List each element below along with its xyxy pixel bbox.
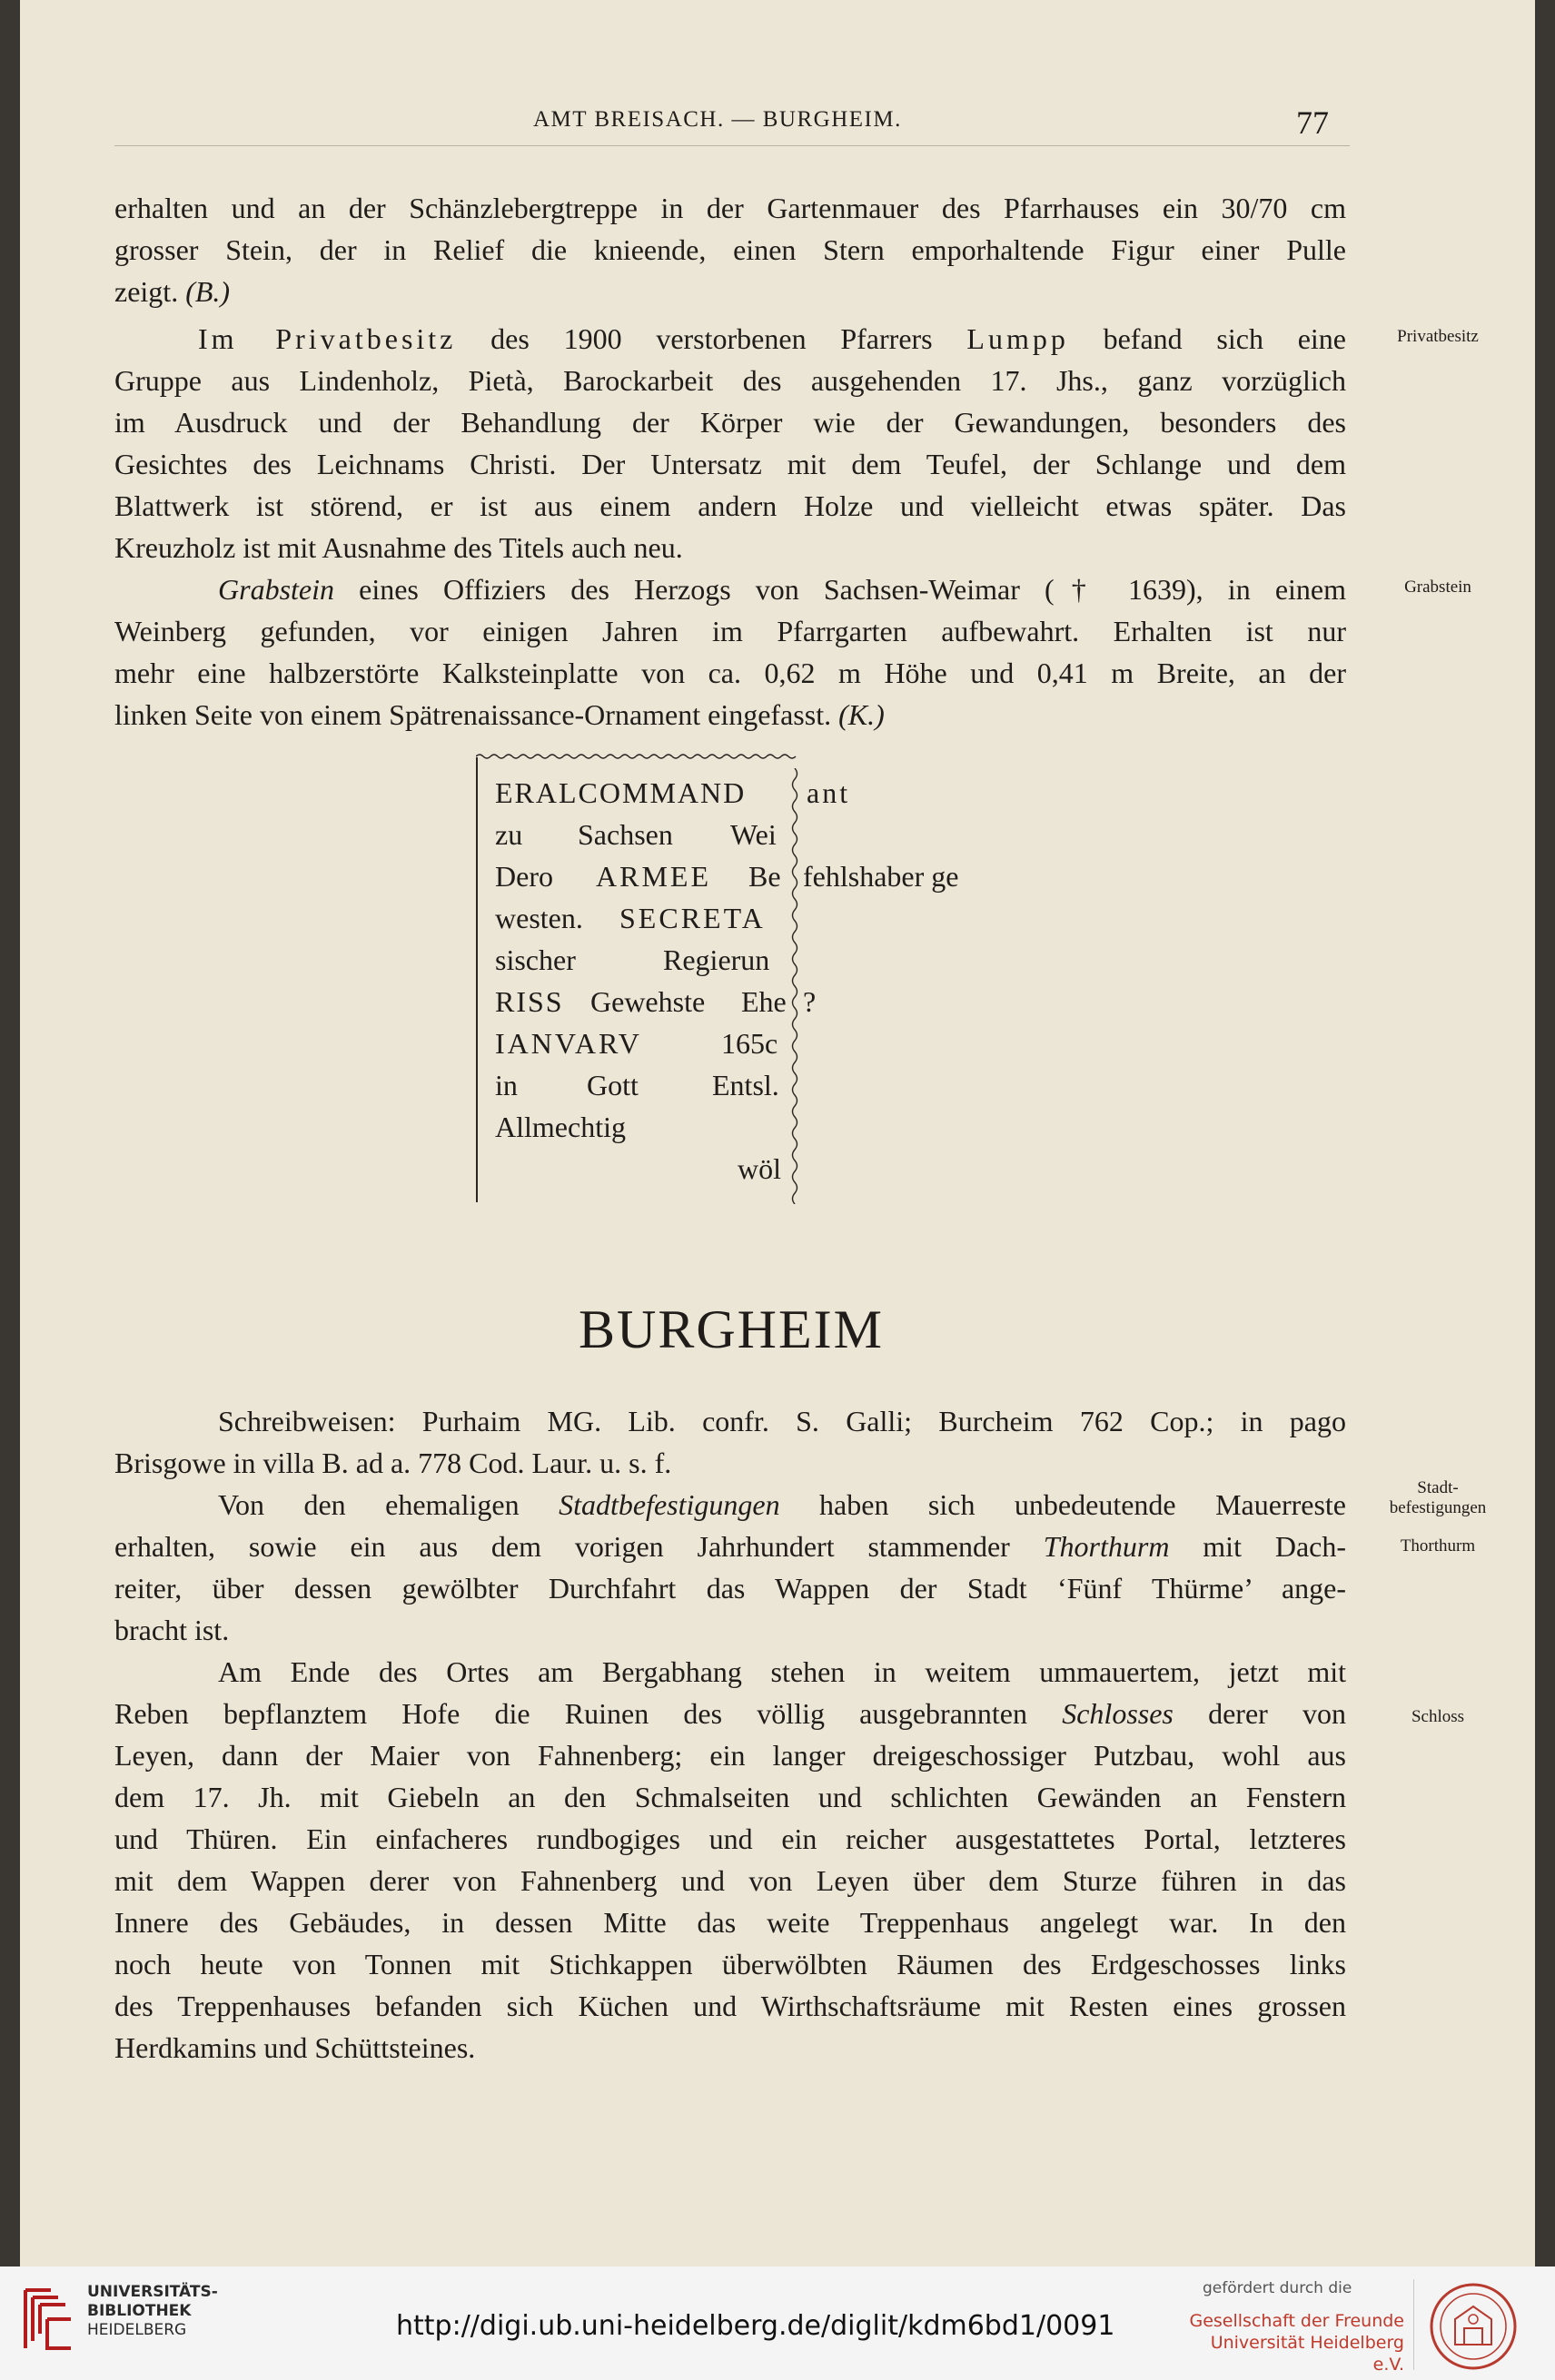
italic-term: Stadtbefestigungen <box>559 1488 780 1521</box>
text-line: Gesichtes des Leichnams Christi. Der Untersatz mit dem Teufel, der Schlange und dem <box>114 448 1346 480</box>
inscription-word: Wei <box>730 818 777 851</box>
text-line: bracht ist. <box>114 1614 230 1646</box>
line-text: erhalten, sowie ein aus dem vorigen Jahrhundert stammender <box>114 1530 1044 1563</box>
text-line <box>114 694 1346 736</box>
text-line: Kreuzholz ist mit Ausnahme des Titels auch neu. <box>114 531 683 564</box>
sponsor-label: gefördert durch die <box>1203 2279 1352 2297</box>
text-line: noch heute von Tonnen mit Stichkappen überwölbten Räumen des Erdgeschosses links <box>114 1948 1346 1980</box>
library-name <box>87 2283 218 2340</box>
text-line: erhalten und an der Schänzlebergtreppe in der Gartenmauer des Pfarrhauses ein 30/70 cm <box>114 192 1346 224</box>
footer-bar <box>0 2266 1555 2380</box>
paragraph-stadtbefestigungen <box>114 1484 1346 1651</box>
margin-note-privatbesitz: Privatbesitz <box>1397 327 1479 346</box>
inscription-word: Regierun <box>663 943 770 976</box>
broken-edge-line <box>790 768 799 1204</box>
text-line <box>114 271 1346 312</box>
source-mark: (B.) <box>185 275 231 308</box>
margin-note-grabstein: Grabstein <box>1404 578 1471 597</box>
italic-term: Thorthurm <box>1043 1530 1170 1563</box>
text-line: Brisgowe in villa B. ad a. 778 Cod. Laur. u. s. f. <box>114 1447 672 1479</box>
text-line <box>114 1526 1346 1567</box>
margin-note-thorthurm: Thorthurm <box>1400 1536 1476 1555</box>
inscription-word: Gott <box>587 1069 639 1101</box>
sponsor-name <box>1186 2310 1404 2375</box>
library-name-line: HEIDELBERG <box>87 2321 187 2339</box>
text-line: Gruppe aus Lindenholz, Pietà, Barockarbeit des ausgehenden 17. Jhs., ganz vorzüglich <box>114 364 1346 397</box>
page-number: 77 <box>1296 104 1329 141</box>
line-text: des 1900 verstorbenen Pfarrers <box>456 322 967 355</box>
permalink-url[interactable]: http://digi.ub.uni-heidelberg.de/diglit/kdm6bd1/0091 <box>396 2310 1115 2342</box>
library-logo-icon <box>18 2283 78 2355</box>
paragraph-schloss <box>114 1651 1346 2069</box>
inscription-word: ARMEE <box>596 860 711 893</box>
text-line <box>114 1484 1346 1526</box>
line-text: mit Dach- <box>1169 1530 1347 1563</box>
header-rule <box>114 145 1350 146</box>
paragraph-schreibweisen <box>114 1400 1346 1484</box>
inscription-word: wöl <box>738 1152 781 1185</box>
text-line: mehr eine halbzerstörte Kalksteinplatte von ca. 0,62 m Höhe und 0,41 m Breite, an der <box>114 657 1346 689</box>
text-line: im Ausdruck und der Behandlung der Körper wie der Gewandungen, besonders des <box>114 406 1346 439</box>
spaced-name: Lumpp <box>966 322 1069 355</box>
sponsor-line: Universität Heidelberg e.V. <box>1210 2333 1404 2375</box>
text-line <box>114 568 1346 610</box>
book-page <box>20 0 1535 2266</box>
inscription-word: Dero <box>495 860 553 893</box>
margin-note-stadt: Stadt- <box>1417 1478 1459 1497</box>
text-line: Herdkamins und Schüttsteines. <box>114 2031 476 2064</box>
line-text: befand sich eine <box>1068 322 1347 355</box>
margin-note-befestigungen: befestigungen <box>1389 1498 1487 1517</box>
text-line: Weinberg gefunden, vor einigen Jahren im Pfarrgarten aufbewahrt. Erhalten ist nur <box>114 615 1346 647</box>
text-line: Leyen, dann der Maier von Fahnenberg; ein langer dreigeschossiger Putzbau, wohl aus <box>114 1739 1346 1772</box>
line-text: Reben bepflanztem Hofe die Ruinen des völlig ausgebrannten <box>114 1697 1063 1730</box>
inscription-word: RISS <box>495 985 564 1018</box>
inscription-word: fehlshaber ge <box>803 860 959 893</box>
sponsor-line: Gesellschaft der Freunde <box>1189 2311 1404 2331</box>
paragraph-privatbesitz <box>114 318 1346 568</box>
text-line: grosser Stein, der in Relief die knieende, einen Stern emporhaltende Figur einer Pulle <box>114 233 1346 266</box>
inscription-word: zu <box>495 818 523 851</box>
text-line: Blattwerk ist störend, er ist aus einem andern Holze und vielleicht etwas später. Das <box>114 489 1346 522</box>
text-line: Am Ende des Ortes am Bergabhang stehen in weitem ummauertem, jetzt mit <box>218 1655 1346 1688</box>
inscription-word: ? <box>803 985 817 1018</box>
line-text: haben sich unbedeutende Mauerreste <box>779 1488 1347 1521</box>
university-seal-icon <box>1428 2281 1519 2372</box>
line-text: zeigt. <box>114 275 179 308</box>
italic-term: Schlosses <box>1062 1697 1174 1730</box>
inscription-word: Gewehste <box>590 985 706 1018</box>
inscription-word: 165c <box>721 1027 778 1060</box>
text-line: dem 17. Jh. mit Giebeln an den Schmalseiten und schlichten Gewänden an Fenstern <box>114 1781 1346 1813</box>
library-name-line: BIBLIOTHEK <box>87 2302 192 2320</box>
inscription-word: SECRETA <box>619 902 766 934</box>
inscription-word: IANVARV <box>495 1027 642 1060</box>
line-text: Von den ehemaligen <box>218 1488 560 1521</box>
margin-note-schloss: Schloss <box>1411 1707 1465 1726</box>
text-line: mit dem Wappen derer von Fahnenberg und von Leyen über dem Sturze führen in das <box>114 1864 1346 1897</box>
text-line <box>114 1693 1346 1734</box>
text-line: Innere des Gebäudes, in dessen Mitte das weite Treppenhaus angelegt war. In den <box>114 1906 1346 1939</box>
text-line: Schreibweisen: Purhaim MG. Lib. confr. S. Galli; Burcheim 762 Cop.; in pago <box>218 1405 1346 1437</box>
inscription-word: Entsl. <box>712 1069 779 1101</box>
text-line <box>114 318 1346 360</box>
inscription-word: westen. <box>495 902 583 934</box>
text-line: und Thüren. Ein einfacheres rundbogiges und ein reicher ausgestattetes Portal, letzteres <box>114 1822 1346 1855</box>
inscription-word: in <box>495 1069 518 1101</box>
line-text: linken Seite von einem Spätrenaissance-Ornament eingefasst. <box>114 698 832 731</box>
running-head: AMT BREISACH. — BURGHEIM. <box>533 107 902 132</box>
inscription-word: Allmechtig <box>495 1111 626 1143</box>
paragraph-bildstock <box>114 187 1346 312</box>
text-line: reiter, über dessen gewölbter Durchfahrt das Wappen der Stadt ‘Fünf Thürme’ ange- <box>114 1572 1346 1605</box>
library-name-line: UNIVERSITÄTS- <box>87 2283 218 2301</box>
footer-divider <box>1413 2279 1414 2370</box>
source-mark: (K.) <box>838 698 885 731</box>
section-title: BURGHEIM <box>578 1299 884 1359</box>
inscription-word: sischer <box>495 943 576 976</box>
line-text: derer von <box>1173 1697 1347 1730</box>
text-line: des Treppenhauses befanden sich Küchen und Wirthschaftsräume mit Resten eines grossen <box>114 1990 1346 2022</box>
inscription-line-1: ERALCOMMAND <box>495 776 747 809</box>
inscription-word: Sachsen <box>578 818 673 851</box>
paragraph-grabstein <box>114 568 1346 736</box>
inscription-word: Be <box>748 860 781 893</box>
line-text: eines Offiziers des Herzogs von Sachsen-Weimar († 1639), in einem <box>334 573 1346 606</box>
italic-term: Grabstein <box>218 573 334 606</box>
spaced-term: Im Privatbesitz <box>198 322 457 355</box>
inscription-word: Ehe <box>741 985 787 1018</box>
inscription-line-1-ext: ant <box>807 776 851 809</box>
